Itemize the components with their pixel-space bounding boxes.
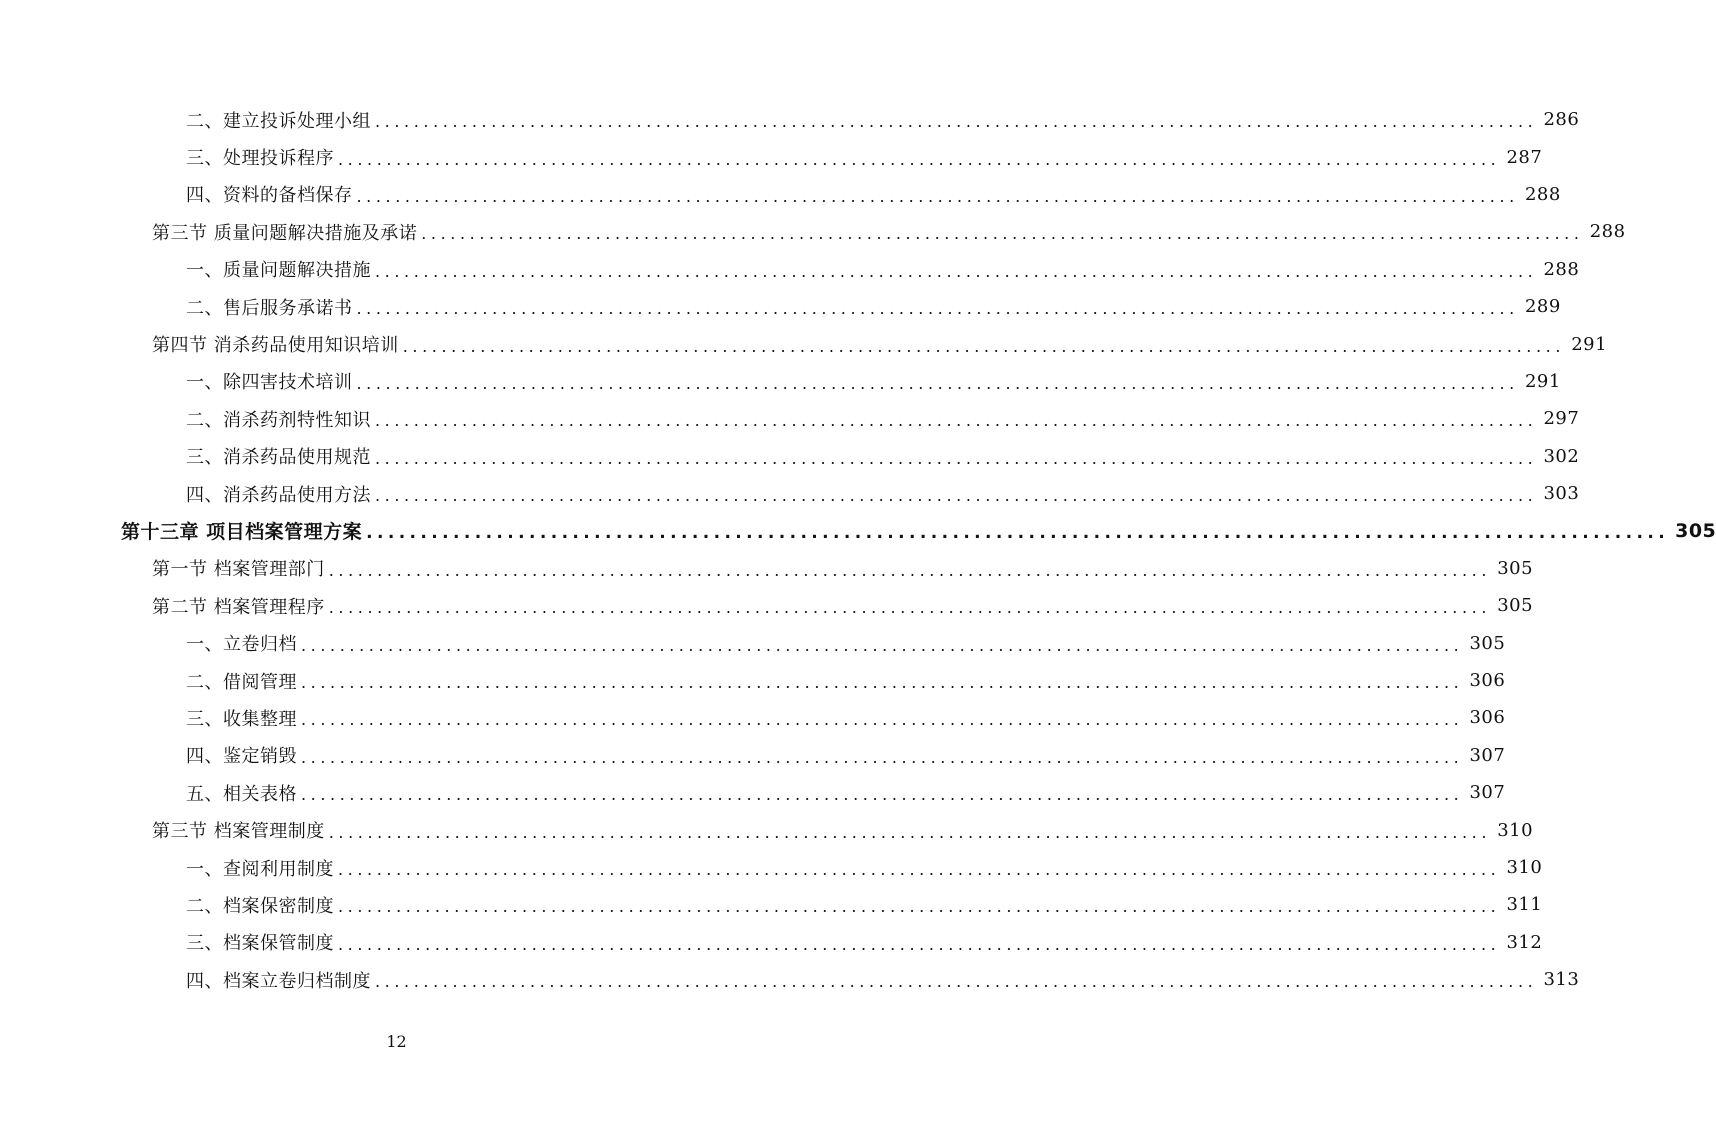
toc-entry-title: 四、鉴定销毁 — [186, 746, 297, 768]
toc-entry[interactable] — [0, 849, 1543, 886]
toc-entry-page: 305 — [1675, 519, 1716, 542]
toc-entry-title: 二、借阅管理 — [186, 671, 297, 693]
toc-entry[interactable] — [0, 699, 1506, 736]
toc-entry-page: 297 — [1543, 408, 1580, 430]
toc-entry-title: 三、处理投诉程序 — [186, 148, 334, 170]
toc-entry-page: 310 — [1497, 819, 1534, 841]
toc-entry[interactable] — [0, 662, 1506, 699]
toc-entry-page: 305 — [1469, 632, 1506, 654]
toc-dot-leader: ........................................................................................................................ — [301, 673, 1464, 693]
toc-entry-page: 291 — [1524, 370, 1561, 392]
toc-dot-leader: ........................................................................................................................ — [338, 860, 1501, 879]
toc-dot-leader: ........................................................................................................................ — [328, 822, 1492, 842]
toc-entry[interactable] — [0, 811, 1534, 848]
toc-entry-title: 三、消杀药品使用规范 — [186, 447, 371, 469]
table-of-contents — [0, 101, 1716, 998]
toc-entry[interactable] — [0, 924, 1543, 961]
toc-entry-title: 一、查阅利用制度 — [186, 858, 334, 880]
toc-entry[interactable] — [0, 961, 1580, 998]
toc-entry-title: 第四节 消杀药品使用知识培训 — [152, 335, 399, 357]
toc-entry-page: 286 — [1543, 109, 1580, 131]
toc-entry-page: 311 — [1506, 894, 1543, 916]
toc-entry-page: 313 — [1543, 969, 1580, 991]
toc-entry[interactable] — [0, 101, 1580, 138]
toc-entry-page: 305 — [1497, 557, 1534, 579]
toc-entry[interactable] — [0, 288, 1561, 325]
toc-entry[interactable] — [0, 550, 1534, 587]
toc-entry-page: 288 — [1589, 221, 1626, 243]
toc-entry-title: 一、立卷归档 — [186, 634, 297, 656]
toc-dot-leader: ........................................................................................................................ — [375, 411, 1538, 431]
toc-entry-page: 307 — [1469, 782, 1506, 804]
toc-entry-title: 三、档案保管制度 — [186, 933, 334, 955]
toc-entry[interactable] — [0, 886, 1543, 923]
toc-entry-title: 二、档案保密制度 — [186, 895, 334, 917]
toc-entry[interactable] — [0, 737, 1506, 774]
toc-entry-title: 第三节 质量问题解决措施及承诺 — [152, 222, 418, 244]
toc-entry[interactable] — [0, 176, 1561, 213]
toc-dot-leader: ........................................................................................................................ — [375, 112, 1538, 132]
toc-entry[interactable] — [0, 400, 1580, 437]
toc-entry-title: 二、售后服务承诺书 — [186, 297, 353, 319]
toc-dot-leader: ........................................................................................................................ — [375, 486, 1538, 506]
toc-entry-title: 一、质量问题解决措施 — [186, 260, 371, 282]
toc-dot-leader: ........................................................................................................................ — [328, 560, 1492, 580]
toc-entry-title: 四、消杀药品使用方法 — [186, 484, 371, 506]
toc-dot-leader: ........................................................................................................................ — [338, 897, 1501, 917]
toc-dot-leader: ........................................................................................................................ — [356, 373, 1519, 393]
toc-entry[interactable] — [0, 363, 1561, 400]
toc-entry-title: 第一节 档案管理部门 — [152, 559, 325, 581]
toc-entry-title: 二、建立投诉处理小组 — [186, 110, 371, 132]
toc-entry-page: 287 — [1506, 146, 1543, 168]
toc-entry-title: 第二节 档案管理程序 — [152, 596, 325, 618]
toc-entry-page: 307 — [1469, 744, 1506, 766]
toc-dot-leader: ........................................................................................................................ — [338, 149, 1501, 169]
toc-dot-leader: ........................................................................................................................ — [301, 710, 1464, 730]
toc-entry-title: 一、除四害技术培训 — [186, 372, 353, 394]
toc-entry-page: 291 — [1571, 333, 1608, 355]
toc-dot-leader: ........................................................................................................................ — [375, 972, 1538, 992]
toc-entry-page: 288 — [1543, 258, 1580, 280]
toc-entry[interactable] — [0, 251, 1580, 288]
toc-dot-leader: ........................................................................................................................ — [402, 336, 1566, 356]
toc-dot-leader: ........................................................................................................................ — [375, 261, 1538, 281]
page-number: 12 — [386, 1032, 407, 1051]
toc-entry-page: 310 — [1506, 857, 1543, 878]
toc-entry[interactable] — [0, 624, 1506, 661]
toc-entry-title: 五、相关表格 — [186, 783, 297, 805]
toc-entry-page: 306 — [1469, 707, 1506, 729]
toc-dot-leader: ........................................................................................................................ — [356, 186, 1519, 206]
toc-entry[interactable] — [0, 138, 1543, 175]
toc-entry-page: 306 — [1469, 670, 1506, 692]
toc-entry[interactable] — [0, 438, 1580, 475]
toc-entry-page: 302 — [1543, 445, 1580, 467]
toc-entry-title: 四、档案立卷归档制度 — [186, 970, 371, 992]
toc-entry-page: 289 — [1524, 296, 1561, 318]
toc-dot-leader: ........................................................................................................................ — [328, 598, 1492, 618]
toc-dot-leader: ........................................................................................................................ — [301, 747, 1464, 767]
toc-entry[interactable] — [0, 325, 1608, 362]
toc-entry-page: 305 — [1497, 595, 1534, 617]
toc-entry[interactable] — [0, 213, 1626, 250]
toc-entry-title: 三、收集整理 — [186, 708, 297, 730]
toc-entry[interactable] — [0, 475, 1580, 512]
toc-dot-leader: ........................................................................................................................ — [338, 934, 1501, 954]
toc-dot-leader: ........................................................................................................................ — [421, 224, 1584, 244]
toc-entry-page: 312 — [1506, 931, 1543, 953]
toc-entry[interactable] — [0, 512, 1716, 549]
toc-dot-leader: ........................................................................................................................ — [356, 299, 1519, 319]
toc-dot-leader: ........................................................................................................................ — [366, 522, 1670, 543]
toc-entry-title: 四、资料的备档保存 — [186, 185, 353, 207]
toc-entry[interactable] — [0, 587, 1534, 624]
toc-dot-leader: ........................................................................................................................ — [375, 448, 1538, 468]
toc-dot-leader: ........................................................................................................................ — [301, 785, 1464, 805]
toc-entry-title: 第三节 档案管理制度 — [152, 821, 325, 843]
toc-entry-page: 288 — [1524, 183, 1561, 205]
toc-entry-title: 第十三章 项目档案管理方案 — [121, 521, 363, 544]
toc-entry-page: 303 — [1543, 483, 1580, 505]
toc-dot-leader: ........................................................................................................................ — [301, 635, 1464, 655]
toc-entry-title: 二、消杀药剂特性知识 — [186, 409, 371, 431]
toc-entry[interactable] — [0, 774, 1506, 811]
